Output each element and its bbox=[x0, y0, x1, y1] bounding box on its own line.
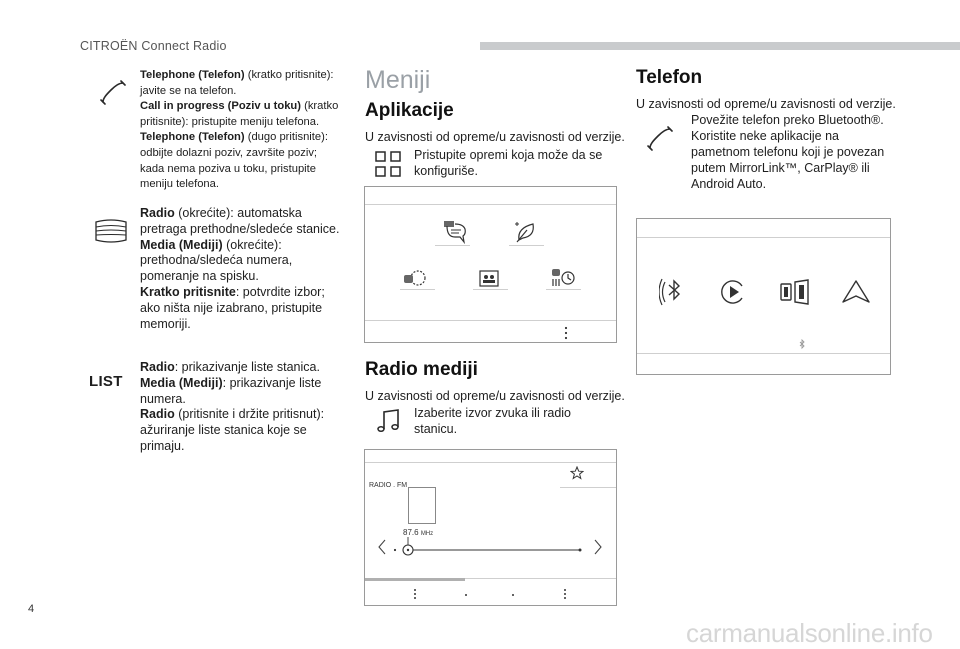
wheel-control-term: Radio bbox=[140, 206, 175, 220]
wheel-controls-text bbox=[140, 206, 340, 332]
wheel-control-desc: (okrećite): prethodna/sledeća numera, pomeranje na spisku. bbox=[140, 237, 293, 284]
phone-control-term: Telephone (Telefon) bbox=[140, 131, 245, 144]
radio-more-icon[interactable] bbox=[562, 588, 568, 600]
station-artwork bbox=[408, 487, 436, 524]
watermark: carmanualsonline.info bbox=[686, 618, 933, 648]
frequency-tuner-bar[interactable] bbox=[375, 536, 605, 558]
eco-leaf-icon bbox=[513, 220, 539, 244]
telephone-text: Povežite telefon preko Bluetooth®. Koristite neke aplikacije na pametnom telefonu koji je povezan putem MirrorLink™, CarPlay® ili Android Auto. bbox=[691, 113, 885, 191]
applications-text: Pristupite opremi koja može da se konfiguriše. bbox=[414, 148, 603, 178]
radio-media-heading: Radio mediji bbox=[365, 359, 478, 380]
list-control-desc: : prikazivanje liste stanica. bbox=[174, 360, 320, 374]
tab-dot-icon[interactable] bbox=[463, 593, 469, 597]
bluetooth-status-icon bbox=[798, 339, 806, 351]
running-header-title: CITROËN Connect Radio bbox=[80, 39, 227, 53]
telephone-heading: Telefon bbox=[636, 67, 703, 88]
list-button-label: LIST bbox=[89, 373, 123, 390]
android-auto-icon[interactable] bbox=[841, 279, 871, 305]
phone-control-desc: (kratko pritisnite): pristupite meniju telefona. bbox=[140, 100, 339, 128]
phone-control-desc: (dugo pritisnite): odbijte dolazni poziv, završite poziv; kada nema poziva u toku, pristupite meniju telefona. bbox=[140, 131, 328, 191]
applications-heading: Aplikacije bbox=[365, 100, 454, 121]
phone-handset-icon bbox=[99, 80, 127, 106]
wheel-control-desc: (okrećite): automatska pretraga prethodne/sledeće stanice. bbox=[140, 206, 340, 236]
phone-control-term: Telephone (Telefon) bbox=[140, 69, 245, 81]
radio-band-label: RADIO . FM bbox=[369, 482, 408, 489]
driving-functions-icon bbox=[477, 269, 501, 289]
wheel-control-term: Media (Mediji) bbox=[140, 237, 223, 252]
radio-screen bbox=[364, 449, 617, 606]
radio-media-text: Izaberite izvor zvuka ili radio stanicu. bbox=[414, 406, 572, 436]
frequency-value: 87.6 bbox=[403, 528, 419, 537]
list-control-term: Media (Mediji) bbox=[140, 375, 223, 390]
list-controls-text bbox=[140, 360, 340, 455]
phone-controls-text bbox=[140, 68, 340, 193]
next-station-icon bbox=[595, 540, 601, 554]
wheel-control-desc: : potvrdite izbor; ako ništa nije izabrano, pristupite memoriji. bbox=[140, 284, 325, 331]
applications-intro: U zavisnosti od opreme/u zavisnosti od verzije. bbox=[365, 130, 625, 144]
favourite-star-icon[interactable] bbox=[570, 466, 584, 480]
header-bar bbox=[480, 42, 960, 50]
page-number: 4 bbox=[28, 603, 35, 615]
radio-list-icon[interactable] bbox=[412, 588, 418, 600]
menus-heading: Meniji bbox=[365, 66, 431, 94]
thumbwheel-icon bbox=[94, 219, 128, 243]
list-control-term: Radio bbox=[140, 407, 175, 422]
more-options-icon[interactable] bbox=[563, 326, 569, 340]
vehicle-settings-icon bbox=[403, 267, 429, 289]
phone-control-desc: (kratko pritisnite): javite se na telefon. bbox=[140, 69, 334, 97]
mirrorlink-icon[interactable] bbox=[779, 279, 811, 305]
applications-screen bbox=[364, 186, 617, 343]
frequency-unit: MHz bbox=[420, 531, 434, 537]
list-control-desc: : prikazivanje liste numera. bbox=[140, 375, 322, 406]
previous-station-icon bbox=[379, 540, 385, 554]
apps-grid-icon bbox=[375, 151, 401, 177]
radio-media-intro: U zavisnosti od opreme/u zavisnosti od verzije. bbox=[365, 389, 625, 403]
bluetooth-icon[interactable] bbox=[659, 276, 691, 308]
list-control-term: Radio bbox=[140, 360, 175, 374]
telephone-screen bbox=[636, 218, 891, 375]
tab-dot-icon[interactable] bbox=[510, 593, 516, 597]
active-tab-indicator bbox=[365, 578, 465, 581]
list-control-desc: (pritisnite i držite pritisnut): ažuriranje liste stanica koje se primaju. bbox=[140, 407, 325, 453]
connected-services-icon bbox=[439, 220, 469, 244]
carplay-icon[interactable] bbox=[719, 278, 747, 306]
telephone-intro: U zavisnosti od opreme/u zavisnosti od verzije. bbox=[636, 97, 896, 111]
music-note-icon bbox=[375, 408, 401, 434]
phone-handset-icon bbox=[646, 126, 674, 152]
phone-control-term: Call in progress (Poziv u toku) bbox=[140, 100, 301, 113]
wheel-control-term: Kratko pritisnite bbox=[140, 284, 236, 299]
heater-timer-icon bbox=[549, 267, 579, 289]
